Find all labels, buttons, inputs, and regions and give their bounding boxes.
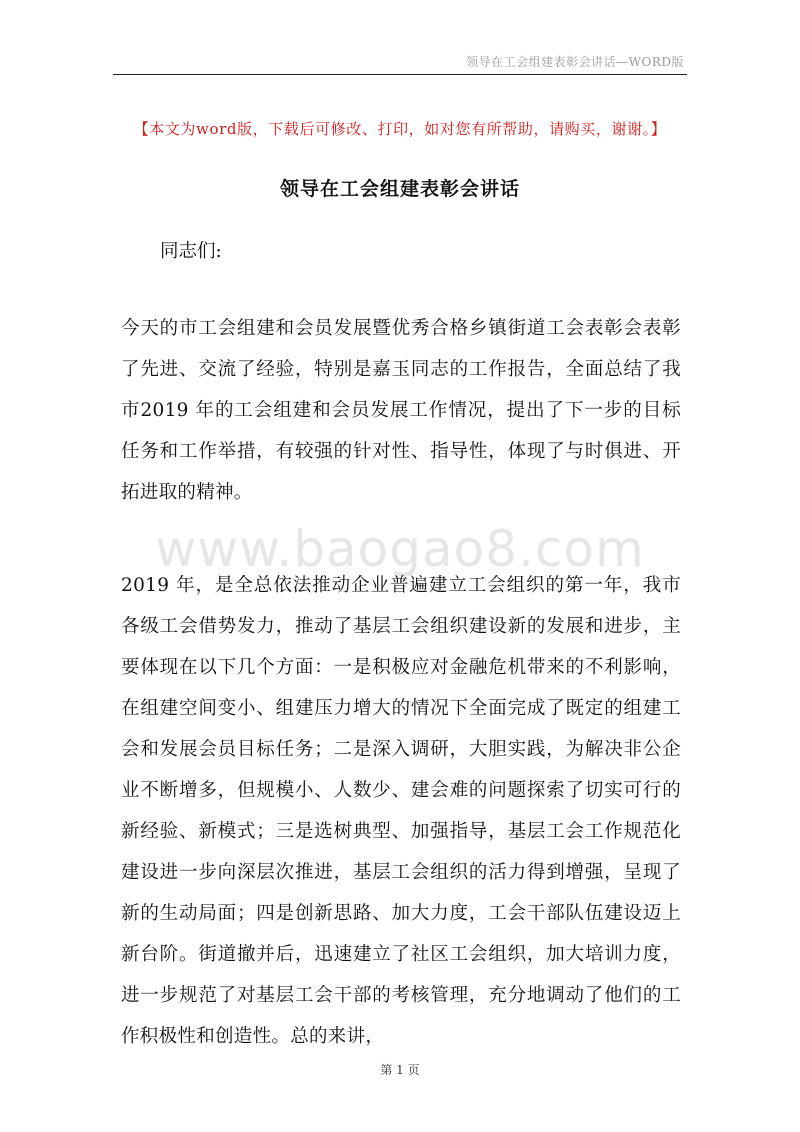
salutation: 同志们: bbox=[160, 241, 222, 262]
purchase-notice: 【本文为word版，下载后可修改、打印，如对您有所帮助，请购买，谢谢。】 bbox=[133, 120, 667, 138]
header-divider bbox=[113, 74, 687, 75]
page-header: 领导在工会组建表彰会讲话—WORD版 bbox=[466, 55, 684, 69]
paragraph-1: 今天的市工会组建和会员发展暨优秀合格乡镇街道工会表彰会表彰了先进、交流了经验，特别是嘉玉同志的工作报告，全面总结了我市2019 年的工会组建和会员发展工作情况，提出了下一步的目标任务和工作举措，有较强的针对性、指导性，体现了与时俱进、开拓进取的精神。 bbox=[121, 318, 681, 503]
page-number: 第 1 页 bbox=[380, 1063, 420, 1077]
paragraph-2: 2019 年，是全总依法推动企业普遍建立工会组织的第一年，我市各级工会借势发力，推动了基层工会组织建设新的发展和进步，主要体现在以下几个方面：一是积极应对金融危机带来的不利影响，在组建空间变小、组建压力增大的情况下全面完成了既定的组建工会和发展会员目标任务；二是深入调研，大胆实践，为解决非公企业不断增多，但规模小、人数少、建会难的问题探索了切实可行的新经验、新模式；三是选树典型、加强指导，基层工会工作规范化建设进一步向深层次推进，基层工会组织的活力得到增强，呈现了新的生动局面；四是创新思路、加大力度，工会干部队伍建设迈上新台阶。街道撤并后，迅速建立了社区工会组织，加大培训力度，进一步规范了对基层工会干部的考核管理，充分地调动了他们的工作积极性和创造性。总的来讲， bbox=[121, 575, 681, 1047]
watermark: www.baogao8.com bbox=[155, 520, 645, 578]
document-title: 领导在工会组建表彰会讲话 bbox=[279, 178, 520, 200]
